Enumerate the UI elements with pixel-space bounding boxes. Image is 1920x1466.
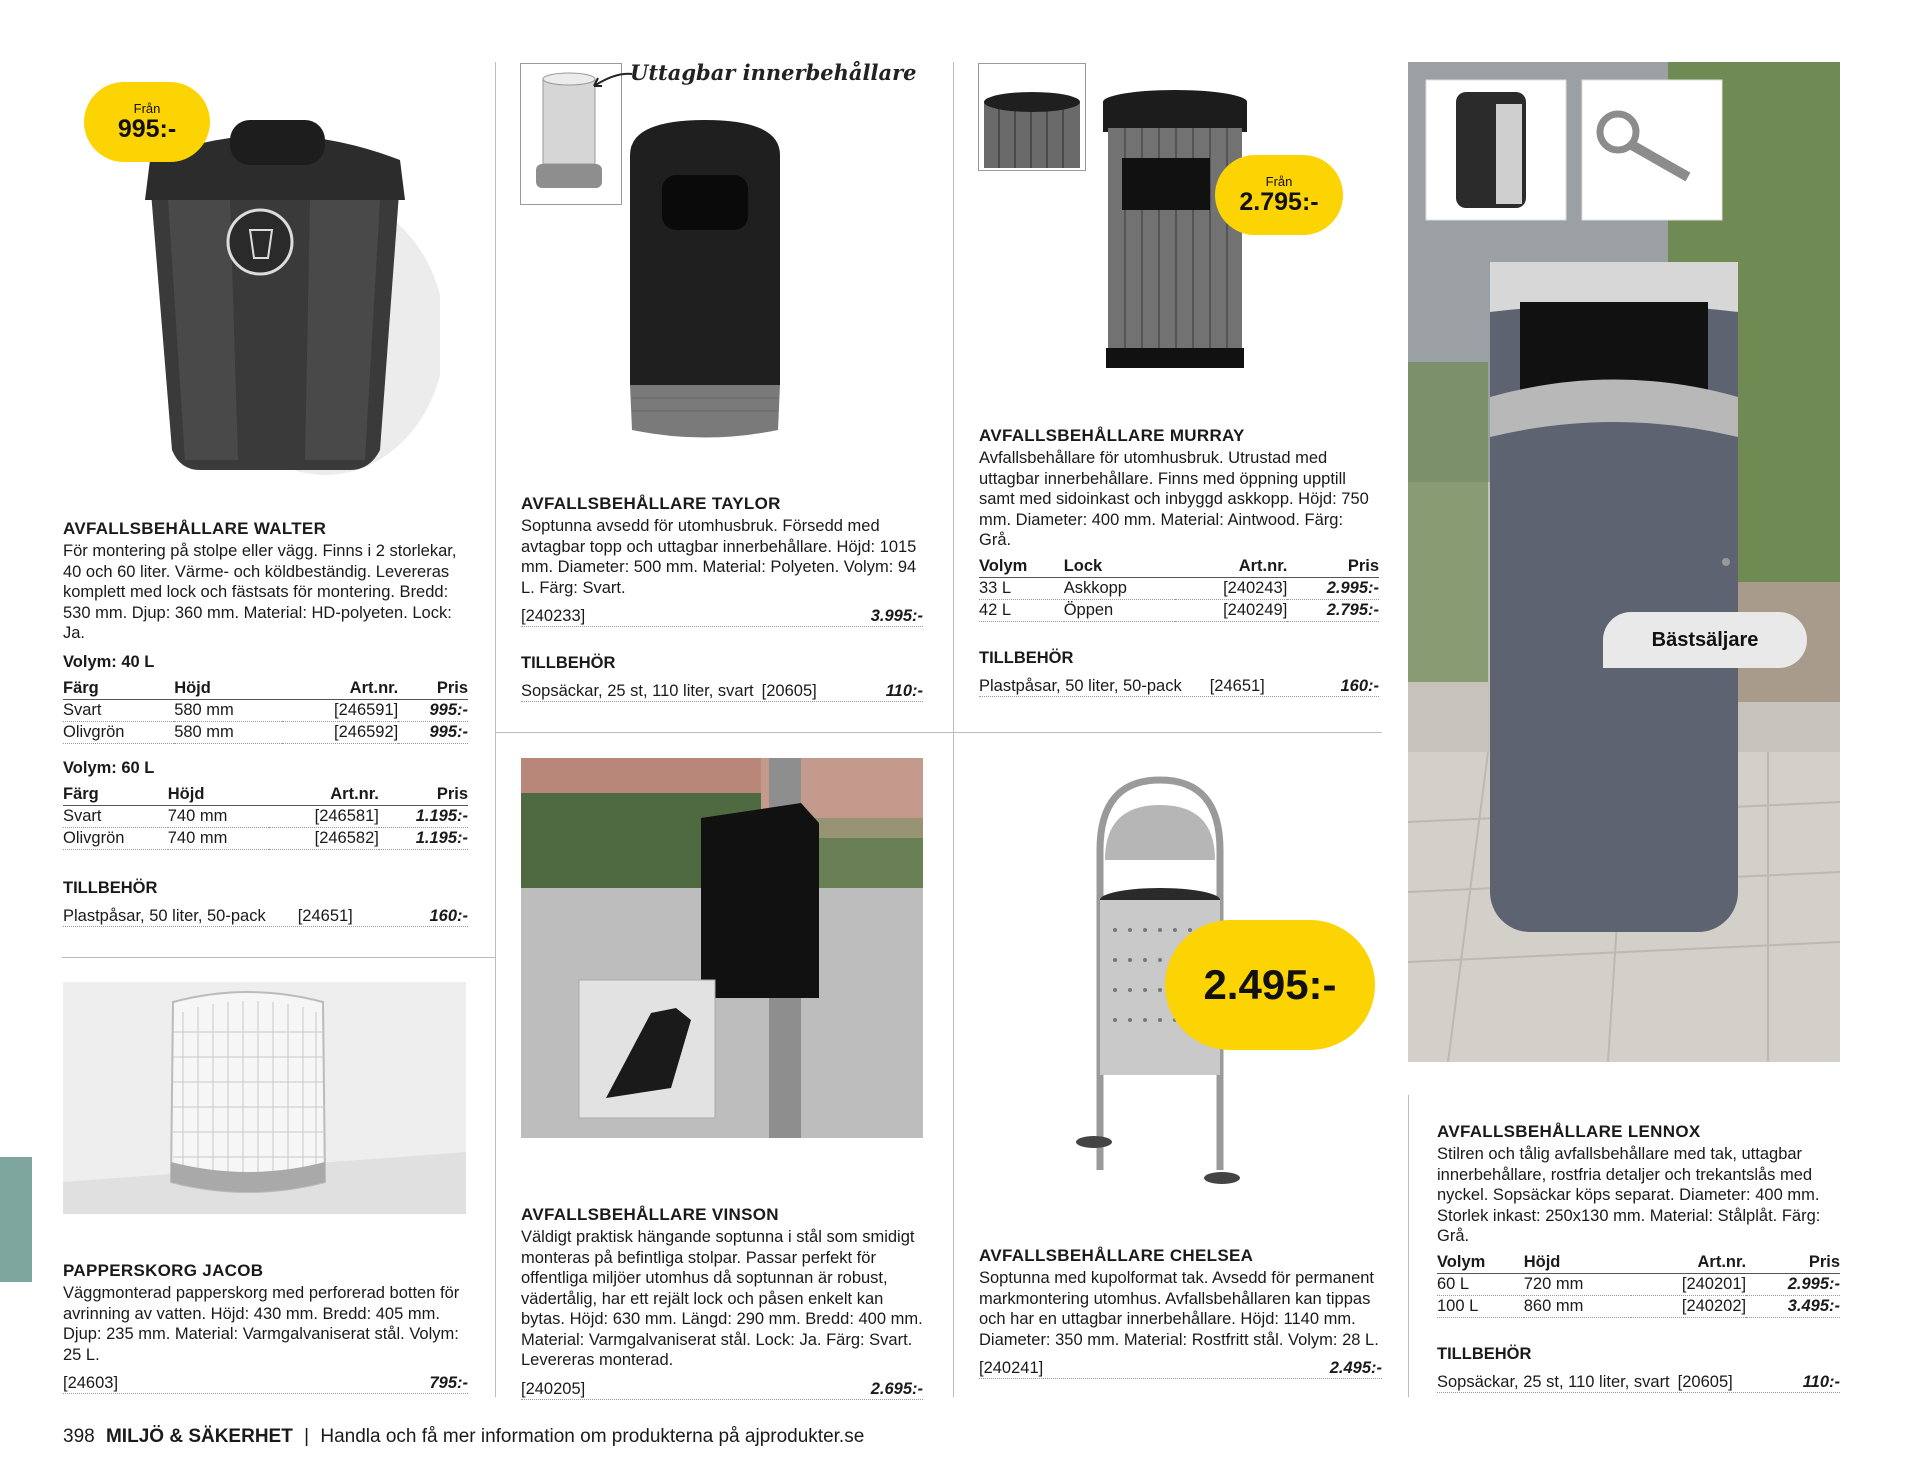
- walter-price-badge: [84, 82, 210, 162]
- col-art: Art.nr.: [282, 679, 398, 700]
- lennox-text: [1437, 1122, 1840, 1393]
- volume-label: Volym: 60 L: [63, 758, 155, 777]
- product-title: PAPPERSKORG JACOB: [63, 1261, 264, 1280]
- walter-text: [63, 519, 468, 927]
- murray-top-image: [978, 63, 1086, 171]
- taylor-image: [620, 115, 790, 445]
- volume-label: Volym: 40 L: [63, 652, 155, 671]
- bestseller-badge: [1603, 612, 1807, 668]
- product-title: AVFALLSBEHÅLLARE CHELSEA: [979, 1246, 1254, 1265]
- spec-table-40: [63, 679, 468, 744]
- accessory-row: Sopsäckar, 25 st, 110 liter, svart [20605] 110:-: [1437, 1368, 1840, 1393]
- table-row: 60 L 720 mm [240201] 2.995:-: [1437, 1273, 1840, 1295]
- product-title: AVFALLSBEHÅLLARE MURRAY: [979, 426, 1245, 445]
- murray-text: [979, 426, 1379, 697]
- table-row: 100 L 860 mm [240202] 3.495:-: [1437, 1295, 1840, 1317]
- footer-text: Handla och få mer information om produkterna på ajprodukter.se: [320, 1426, 865, 1447]
- table-row: Svart 740 mm [246581] 1.195:-: [63, 805, 468, 827]
- spec-table-60: [63, 785, 468, 850]
- article-row: [240233] 3.995:-: [521, 602, 923, 627]
- product-description: Väldigt praktisk hängande soptunna i stål som smidigt monteras på befintliga stolpar. Passar perfekt för offentliga miljöer utomhus då soptunnan är robust, vädertålig, har ett rejält lock och påsen enkelt kan bytas. Höjd: 630 mm. Längd: 290 mm. Bredd: 400 mm. Material: Varmgalvaniserat stål. Lock: Ja. Färg: Svart. Levereras monterad.: [521, 1228, 923, 1369]
- chelsea-price-badge: [1165, 920, 1375, 1050]
- col-height: Höjd: [1524, 1253, 1631, 1274]
- col-price: Pris: [1287, 557, 1379, 578]
- product-description: Stilren och tålig avfallsbehållare med tak, uttagbar innerbehållare, rostfria detaljer och trekantslås med nyckel. Sopsäckar köps separat. Diameter: 400 mm. Storlek inkast: 250x130 mm. Material: Stålplåt. Färg: Grå.: [1437, 1145, 1821, 1245]
- col-color: Färg: [63, 785, 168, 806]
- col-price: Pris: [1746, 1253, 1840, 1274]
- spec-table: [1437, 1253, 1840, 1318]
- col-price: Pris: [398, 679, 468, 700]
- jacob-image: [63, 982, 466, 1214]
- badge-price: 2.795:-: [1239, 187, 1319, 216]
- col-color: Färg: [63, 679, 174, 700]
- page-footer: [63, 1426, 864, 1448]
- annotation-arrow-icon: [588, 70, 634, 92]
- table-row: Olivgrön 580 mm [246592] 995:-: [63, 721, 468, 743]
- table-row: Olivgrön 740 mm [246582] 1.195:-: [63, 827, 468, 849]
- murray-image: [1100, 88, 1250, 378]
- article-row: [24603] 795:-: [63, 1369, 468, 1394]
- col-art: Art.nr.: [1631, 1253, 1746, 1274]
- vinson-text: [521, 1205, 923, 1400]
- lennox-image: [1408, 62, 1840, 1062]
- col-art: Art.nr.: [1175, 557, 1288, 578]
- badge-from: Från: [1265, 173, 1293, 189]
- product-description: Avfallsbehållare för utomhusbruk. Utrustad med uttagbar innerbehållare. Finns med öppning upptill samt med sidoinkast och inbyggd askkopp. Höjd: 750 mm. Diameter: 400 mm. Material: Aintwood. Färg: Grå.: [979, 449, 1369, 549]
- col-volume: Volym: [1437, 1253, 1524, 1274]
- jacob-text: [63, 1261, 468, 1394]
- col-height: Höjd: [174, 679, 282, 700]
- col-height: Höjd: [168, 785, 270, 806]
- spec-table: [979, 557, 1379, 622]
- murray-price-badge: [1215, 155, 1343, 235]
- article-row: [240241] 2.495:-: [979, 1354, 1382, 1379]
- taylor-annotation: Uttagbar innerbehållare: [630, 60, 917, 85]
- page-number: 398: [63, 1426, 95, 1447]
- product-description: Soptunna avsedd för utomhusbruk. Försedd med avtagbar topp och uttagbar innerbehållare. Höjd: 1015 mm. Diameter: 500 mm. Material: Polyeten. Volym: 94 L. Färg: Svart.: [521, 517, 917, 597]
- vinson-image: [521, 758, 923, 1138]
- product-description: Soptunna med kupolformat tak. Avsedd för permanent markmontering utomhus. Avfallsbehållaren kan tippas och har en uttagbar innerbehållare. Höjd: 1140 mm. Diameter: 350 mm. Material: Rostfritt stål. Volym: 28 L.: [979, 1269, 1379, 1349]
- col-price: Pris: [379, 785, 468, 806]
- col-lid: Lock: [1064, 557, 1175, 578]
- col-art: Art.nr.: [269, 785, 379, 806]
- accessories-heading: TILLBEHÖR: [63, 878, 158, 897]
- product-title: AVFALLSBEHÅLLARE WALTER: [63, 519, 327, 538]
- badge-price: 995:-: [117, 114, 177, 143]
- taylor-text: [521, 494, 923, 702]
- product-title: AVFALLSBEHÅLLARE LENNOX: [1437, 1122, 1701, 1141]
- accessories-heading: TILLBEHÖR: [1437, 1344, 1532, 1363]
- product-title: AVFALLSBEHÅLLARE TAYLOR: [521, 494, 781, 513]
- accessories-heading: TILLBEHÖR: [521, 654, 616, 672]
- accessory-row: Sopsäckar, 25 st, 110 liter, svart [20605] 110:-: [521, 677, 923, 702]
- col-volume: Volym: [979, 557, 1064, 578]
- table-row: Svart 580 mm [246591] 995:-: [63, 699, 468, 721]
- chelsea-text: [979, 1246, 1382, 1379]
- badge-from: Från: [133, 100, 161, 116]
- product-description: För montering på stolpe eller vägg. Finns i 2 storlekar, 40 och 60 liter. Värme- och köldbeständig. Levereras komplett med lock och fästsats för montering. Bredd: 530 mm. Djup: 360 mm. Material: HD-polyeten. Lock: Ja.: [63, 542, 457, 642]
- badge-price: 2.495:-: [1203, 961, 1337, 1008]
- table-row: 42 L Öppen [240249] 2.795:-: [979, 599, 1379, 621]
- article-row: [240205] 2.695:-: [521, 1375, 923, 1400]
- section-name: MILJÖ & SÄKERHET: [105, 1426, 293, 1447]
- bestseller-label: Bästsäljare: [1651, 628, 1759, 651]
- product-title: AVFALLSBEHÅLLARE VINSON: [521, 1205, 779, 1224]
- product-description: Väggmonterad papperskorg med perforerad botten för avrinning av vatten. Höjd: 430 mm. Bredd: 405 mm. Djup: 235 mm. Material: Varmgalvaniserat stål. Volym: 25 L.: [63, 1284, 460, 1364]
- accessory-row: Plastpåsar, 50 liter, 50-pack [24651] 160:-: [979, 672, 1379, 697]
- accessories-heading: TILLBEHÖR: [979, 648, 1074, 667]
- footer-divider: |: [304, 1426, 310, 1447]
- accessory-row: Plastpåsar, 50 liter, 50-pack [24651] 160:-: [63, 902, 468, 927]
- section-tab: [0, 1157, 32, 1282]
- table-row: 33 L Askkopp [240243] 2.995:-: [979, 577, 1379, 599]
